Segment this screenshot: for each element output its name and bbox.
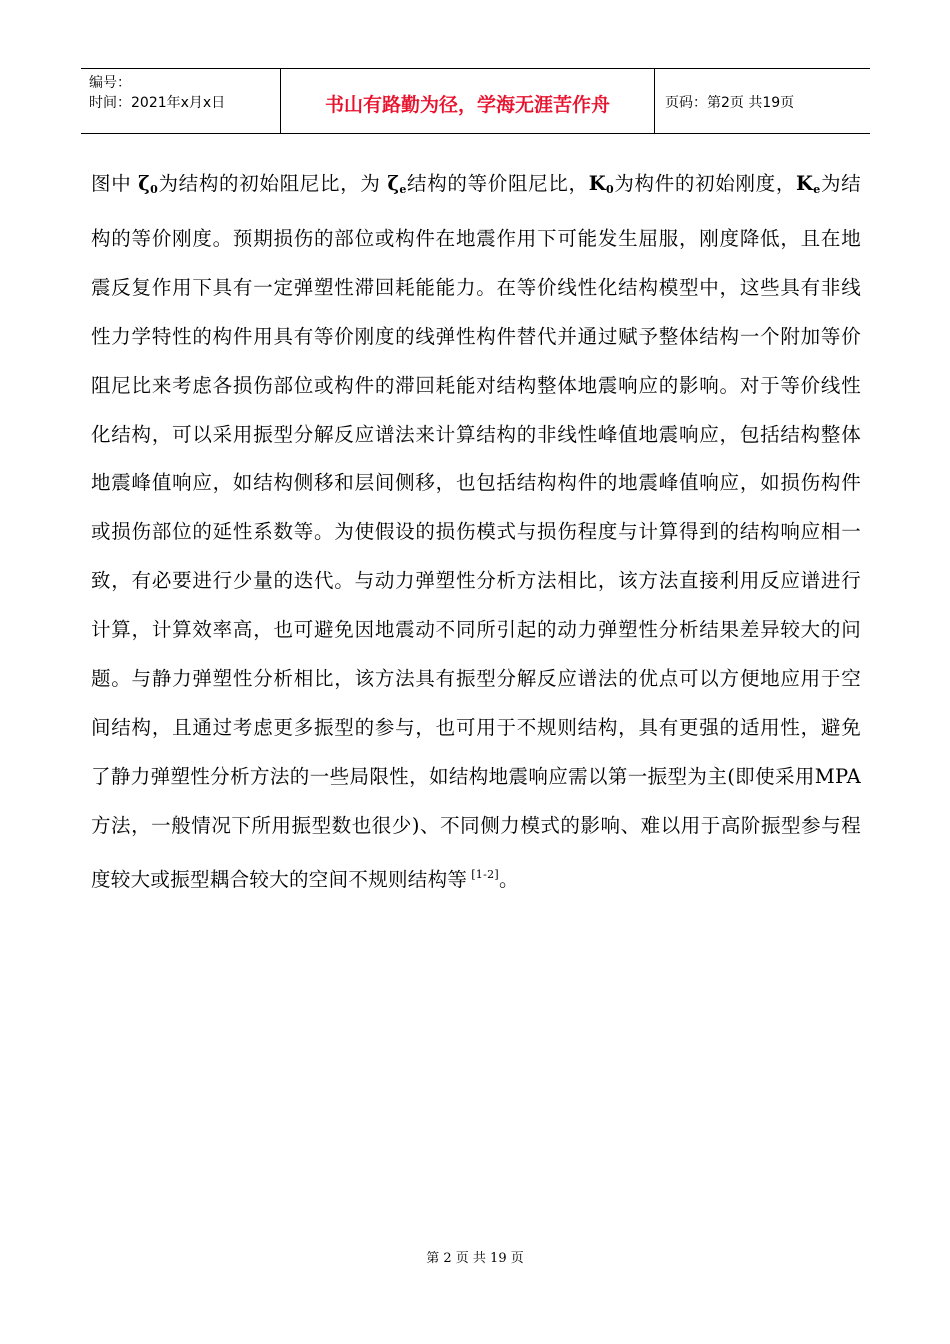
header-motto: 书山有路勤为径，学海无涯苦作舟 xyxy=(281,69,655,133)
symbol-ke xyxy=(796,172,821,195)
symbol-subscript: e xyxy=(813,183,821,196)
document-number-label: 编号： xyxy=(89,75,131,91)
citation-reference[interactable]: [1-2] xyxy=(471,867,499,881)
text-segment: 结构的等价阻尼比， xyxy=(406,172,589,195)
main-paragraph xyxy=(91,160,861,905)
symbol-subscript: e xyxy=(399,183,407,196)
symbol-zetae xyxy=(387,172,406,195)
page-header xyxy=(81,68,870,134)
text-segment: 为结构的初始阻尼比，为 xyxy=(158,172,388,195)
symbol-zeta0 xyxy=(138,172,158,195)
symbol-k0 xyxy=(589,172,614,195)
symbol-subscript: 0 xyxy=(150,183,159,196)
text-segment: 为构件的初始刚度， xyxy=(613,172,797,195)
paragraph-text xyxy=(91,160,861,905)
text-segment: 图中 xyxy=(91,172,139,195)
symbol-char: K xyxy=(796,172,814,195)
header-page-info: 页码：第2页 共19页 xyxy=(665,95,795,111)
symbol-char: ζ xyxy=(138,172,151,195)
page-footer: 第 2 页 共 19 页 xyxy=(426,1251,524,1266)
symbol-char: K xyxy=(588,172,606,195)
symbol-subscript: 0 xyxy=(605,183,614,196)
symbol-char: ζ xyxy=(387,172,400,195)
text-segment: 为结构的等价刚度。预期损伤的部位或构件在地震作用下可能发生屈服，刚度降低，且在地震反复作用下具有一定弹塑性滞回耗能能力。在等价线性化结构模型中，这些具有非线性力学特性的构件用具有等价刚度的线弹性构件替代并通过赋予整体结构一个附加等价阻尼比来考虑各损伤部位或构件的滞回耗能对结构整体地震响应的影响。对于等价线性化结构，可以采用振型分解反应谱法来计算结构的非线性峰值地震响应，包括结构整体地震峰值响应，如结构侧移和层间侧移，也包括结构构件的地震峰值响应，如损伤构件或损伤部位的延性系数等。为使假设的损伤模式与损伤程度与计算得到的结构响应相一致，有必要进行少量的迭代。与动力弹塑性分析方法相比，该方法直接利用反应谱进行计算，计算效率高，也可避免因地震动不同所引起的动力弹塑性分析结果差异较大的问题。与静力弹塑性分析相比，该方法具有振型分解反应谱法的优点可以方便地应用于空间结构，且通过考虑更多振型的参与，也可用于不规则结构，具有更强的适用性，避免了静力弹塑性分析方法的一些局限性，如结构地震响应需以第一振型为主(即使采用MPA方法，一般情况下所用振型数也很少)、不同侧力模式的影响、难以用于高阶振型参与程度较大或振型耦合较大的空间不规则结构等 xyxy=(91,172,861,891)
header-meta xyxy=(81,69,281,133)
text-segment: 。 xyxy=(499,867,519,891)
document-date-label: 时间：2021年x月x日 xyxy=(89,95,226,111)
